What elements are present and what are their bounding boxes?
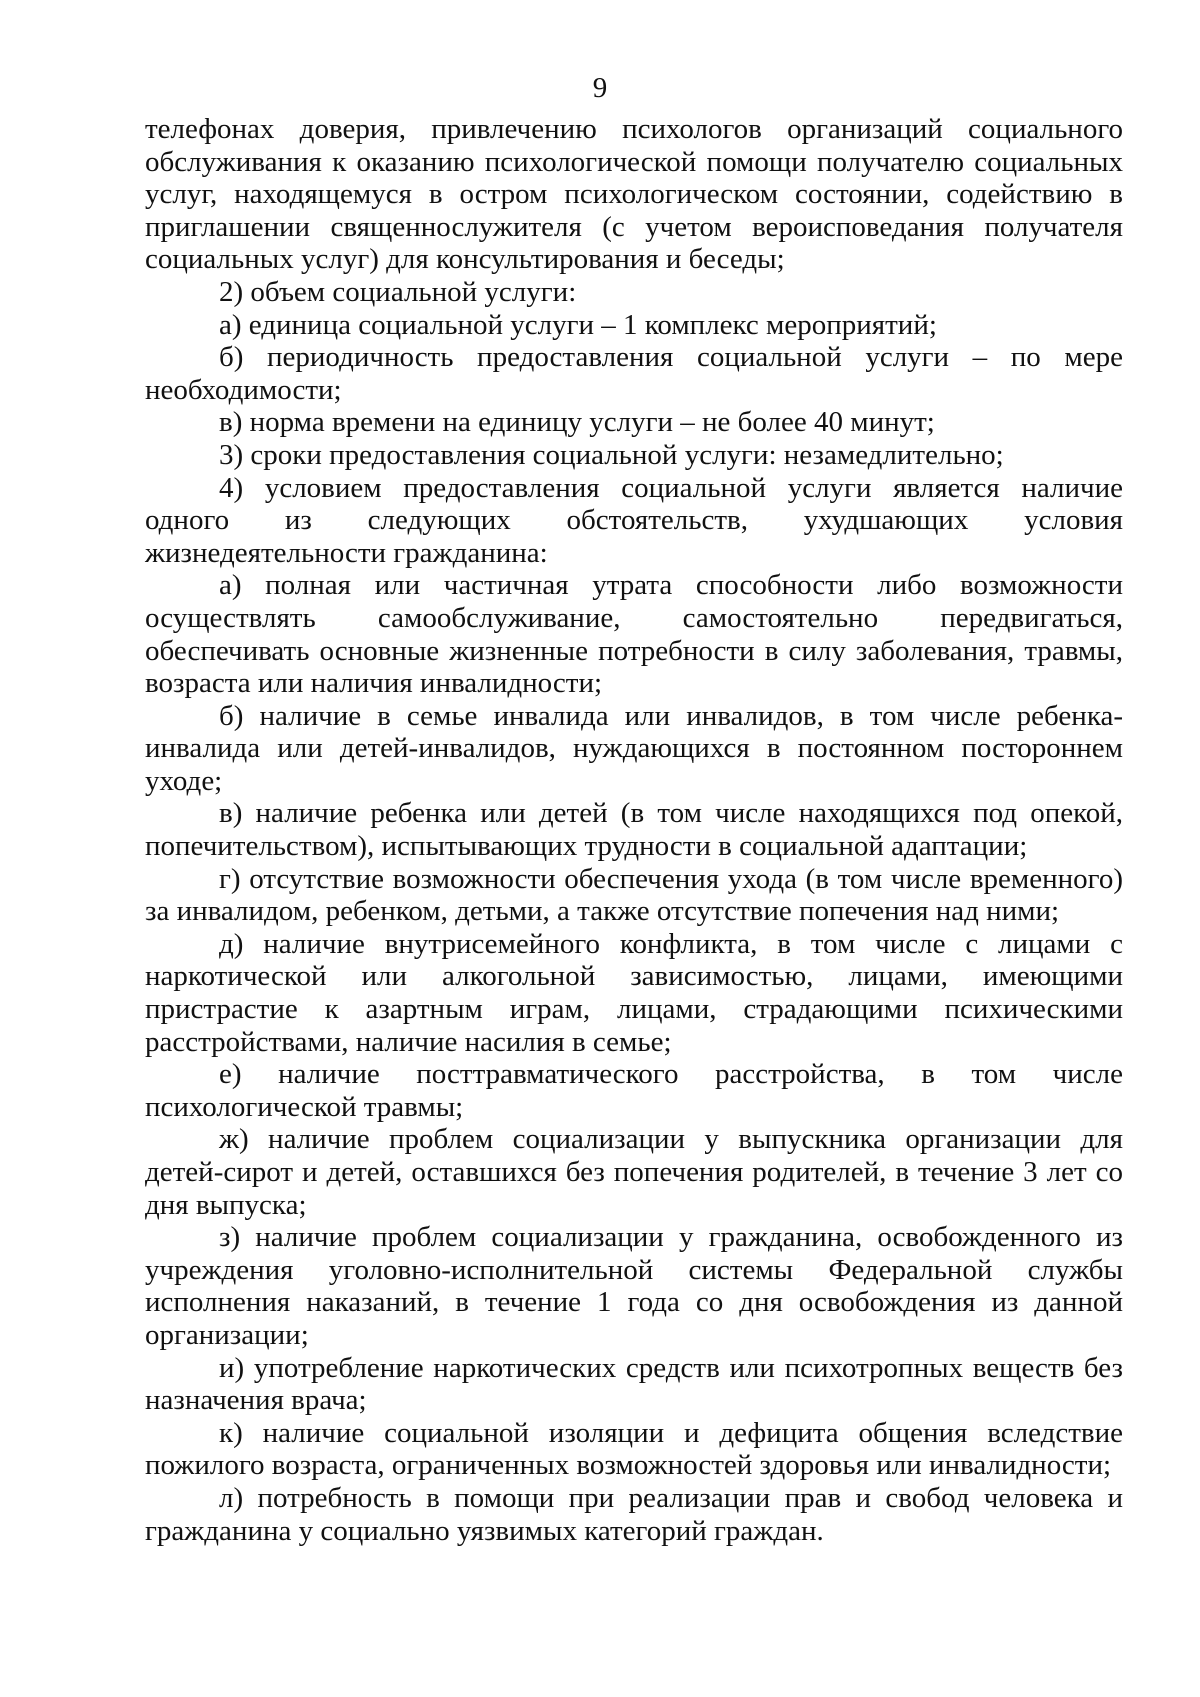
paragraph-item-4k: к) наличие социальной изоляции и дефицита общения вследствие пожилого возраста, ограниченных возможностей здоровья или инвалидности; (145, 1416, 1123, 1482)
paragraph-item-4d: д) наличие внутрисемейного конфликта, в том числе с лицами с наркотической или алкогольной зависимостью, лицами, имеющими пристрастие к азартным играм, лицами, страдающими психическими расстройствами, наличие насилия в семье; (145, 927, 1123, 1058)
paragraph-item-4l: л) потребность в помощи при реализации прав и свобод человека и гражданина у социально уязвимых категорий граждан. (145, 1481, 1123, 1547)
paragraph-item-4z: з) наличие проблем социализации у гражданина, освобожденного из учреждения уголовно-исполнительной системы Федеральной службы исполнения наказаний, в течение 1 года со дня освобождения из данной организации; (145, 1221, 1123, 1351)
page-number: 9 (592, 72, 608, 104)
paragraph-item-2: 2) объем социальной услуги: (219, 275, 577, 308)
paragraph-item-2b: б) периодичность предоставления социальной услуги – по мере необходимости; (145, 341, 1123, 406)
paragraph-item-3: 3) сроки предоставления социальной услуги: незамедлительно; (219, 438, 1004, 471)
paragraph-item-4: 4) условием предоставления социальной услуги является наличие одного из следующих обстоятельств, ухудшающих условия жизнедеятельности гражданина: (145, 471, 1123, 569)
paragraph-item-2v: в) норма времени на единицу услуги – не более 40 минут; (219, 406, 935, 439)
paragraph-continuation: телефонах доверия, привлечению психологов организаций социального обслуживания к оказанию психологической помощи получателю социальных услуг, находящемуся в остром психологическом состоянии, содействию в приглашении священнослужителя (с учетом вероисповедания получателя социальных услуг) для консультирования и беседы; (145, 113, 1123, 276)
document-body (145, 113, 1123, 1547)
paragraph-item-4i: и) употребление наркотических средств или психотропных веществ без назначения врача; (145, 1351, 1123, 1417)
paragraph-item-4b: б) наличие в семье инвалида или инвалидов, в том числе ребенка-инвалида или детей-инвалидов, нуждающихся в постоянном постороннем уходе; (145, 699, 1123, 797)
paragraph-item-2a: а) единица социальной услуги – 1 комплекс мероприятий; (219, 308, 937, 341)
paragraph-item-4zh: ж) наличие проблем социализации у выпускника организации для детей-сирот и детей, оставшихся без попечения родителей, в течение 3 лет со дня выпуска; (145, 1123, 1123, 1221)
paragraph-item-4v: в) наличие ребенка или детей (в том числе находящихся под опекой, попечительством), испытывающих трудности в социальной адаптации; (145, 797, 1123, 863)
paragraph-item-4a: а) полная или частичная утрата способности либо возможности осуществлять самообслуживание, самостоятельно передвигаться, обеспечивать основные жизненные потребности в силу заболевания, травмы, возраста или наличия инвалидности; (145, 569, 1123, 700)
paragraph-item-4g: г) отсутствие возможности обеспечения ухода (в том числе временного) за инвалидом, ребенком, детьми, а также отсутствие попечения над ними; (145, 862, 1123, 928)
paragraph-item-4e: е) наличие посттравматического расстройства, в том числе психологической травмы; (145, 1058, 1123, 1123)
